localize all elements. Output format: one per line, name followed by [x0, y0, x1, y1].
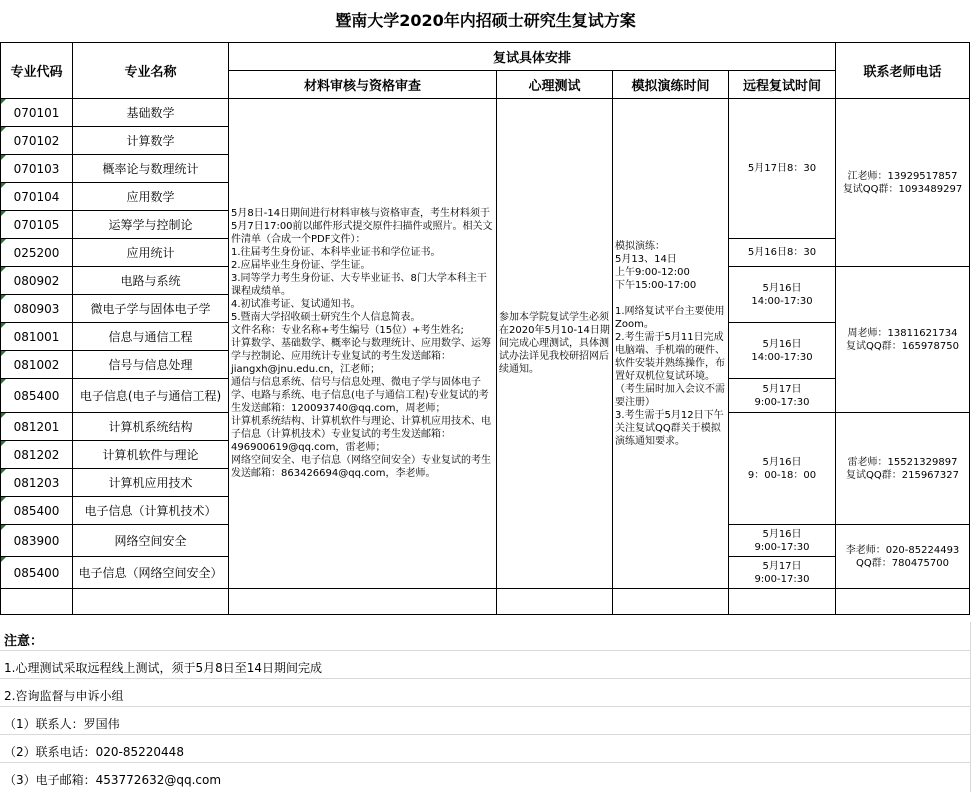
table-cell-name[interactable]: 运筹学与控制论 — [73, 211, 229, 239]
table-cell-code[interactable]: 085400 — [1, 379, 73, 413]
table-cell-name[interactable]: 计算机应用技术 — [73, 469, 229, 497]
header-psych: 心理测试 — [497, 71, 613, 99]
table-cell-code[interactable]: 070102 — [1, 127, 73, 155]
note-line: 1.心理测试采取远程线上测试，须于5月8日至14日期间完成 — [4, 661, 322, 675]
remote-time-text: 5月16日 14:00-17:30 — [751, 338, 813, 363]
table-cell-code[interactable]: 083900 — [1, 525, 73, 557]
contact-cell[interactable] — [836, 525, 970, 589]
table-cell-code[interactable]: 080902 — [1, 267, 73, 295]
table-cell-name[interactable]: 电子信息(电子与通信工程) — [73, 379, 229, 413]
header-remote: 远程复试时间 — [729, 71, 836, 99]
table-cell-code[interactable]: 025200 — [1, 239, 73, 267]
header-mock: 模拟演练时间 — [613, 71, 729, 99]
table-cell-code[interactable]: 085400 — [1, 497, 73, 525]
remote-time-text: 5月16日8：30 — [747, 247, 817, 258]
empty-cell[interactable] — [497, 589, 613, 615]
contact-text: 雷老师：15521329897 复试QQ群：215967327 — [845, 456, 959, 481]
table-cell-name[interactable]: 计算机系统结构 — [73, 413, 229, 441]
header-arrangement: 复试具体安排 — [229, 43, 836, 71]
psych-test-text: 参加本学院复试学生必须在2020年5月10-14日期间完成心理测试，具体测试办法详见我校研招网后续通知。 — [499, 312, 610, 375]
table-cell-code[interactable]: 070103 — [1, 155, 73, 183]
remote-time-cell[interactable] — [729, 239, 836, 267]
table-cell-name[interactable]: 基础数学 — [73, 99, 229, 127]
contact-text: 李老师：020-85224493 QQ群：780475700 — [845, 544, 960, 569]
table-cell-name[interactable]: 信号与信息处理 — [73, 351, 229, 379]
notes-heading: 注意： — [4, 634, 44, 649]
gridline — [0, 734, 971, 735]
table-cell-code[interactable]: 070105 — [1, 211, 73, 239]
psych-test-cell[interactable] — [497, 99, 613, 589]
contact-text: 江老师：13929517857 复试QQ群：1093489297 — [842, 170, 963, 195]
table-cell-code[interactable]: 080903 — [1, 295, 73, 323]
remote-time-cell[interactable] — [729, 99, 836, 239]
remote-time-cell[interactable] — [729, 525, 836, 557]
gridline — [0, 762, 971, 763]
gridline — [0, 650, 971, 651]
table-cell-code[interactable]: 081202 — [1, 441, 73, 469]
header-name: 专业名称 — [73, 43, 229, 99]
remote-time-cell[interactable] — [729, 557, 836, 589]
material-review-cell[interactable] — [229, 99, 497, 589]
header-material: 材料审核与资格审查 — [229, 71, 497, 99]
remote-time-text: 5月17日 9:00-17:30 — [754, 383, 810, 408]
schedule-table — [0, 42, 970, 615]
table-cell-code[interactable]: 081203 — [1, 469, 73, 497]
remote-time-cell[interactable] — [729, 413, 836, 525]
mock-drill-text: 模拟演练： 5月13、14日 上午9:00-12:00 下午15:00-17:00 1.网络复试平台主要使用Zoom。 2.考生需于5月11日完成电脑端、手机端的硬件、软件安装并熟练操作，布置好双机位复试环境。（考生届时加入会议不需要注册） 3.考生需于5月12日下午关注复试QQ群关于模拟演练通知要求。 — [615, 240, 725, 447]
page-title: 暨南大学2020年内招硕士研究生复试方案 — [335, 11, 636, 30]
table-cell-code[interactable]: 081201 — [1, 413, 73, 441]
empty-cell[interactable] — [836, 589, 970, 615]
gridline — [0, 678, 971, 679]
remote-time-text: 5月16日 9：00-18：00 — [747, 456, 817, 481]
material-review-text: 5月8日-14日期间进行材料审核与资格审查，考生材料须于5月7日17:00前以邮件形式提交原件扫描件或照片。相关文件清单（合成一个PDF文件）： 1.往届考生身份证、本科毕业证书和学位证书。 2.应届毕业生身份证、学生证。 3.同等学力考生身份证、大专毕业证书、8门大学本科主干课程成绩单。 4.初试准考证、复试通知书。 5.暨南大学招收硕士研究生个人信息简表。 文件名称：专业名称+考生编号（15位）+考生姓名; 计算数学、基础数学、概率论与数理统计、应用数学、运筹学与控制论、应用统计专业复试的考生发送邮箱：jiangxh@jnu.edu.cn，江老师； 通信与信息系统、信号与信息处理、微电子学与固体电子学、电路与系统、电子信息(电子与通信工程)专业复试的考生发送邮箱：120093740@qq.com，周老师； 计算机系统结构、计算机软件与理论、计算机应用技术、电子信息（计算机技术）专业复试的考生发送邮箱：496900619@qq.com，雷老师； 网络空间安全、电子信息（网络空间安全）专业复试的考生发送邮箱：863426694@qq.com，李老师。 — [231, 208, 493, 479]
table-cell-name[interactable]: 电子信息（计算机技术） — [73, 497, 229, 525]
empty-cell[interactable] — [1, 589, 73, 615]
remote-time-text: 5月16日 9:00-17:30 — [754, 528, 810, 553]
table-cell-code[interactable]: 081001 — [1, 323, 73, 351]
table-cell-name[interactable]: 电子信息（网络空间安全） — [73, 557, 229, 589]
table-cell-name[interactable]: 电路与系统 — [73, 267, 229, 295]
mock-drill-cell[interactable] — [613, 99, 729, 589]
table-cell-name[interactable]: 微电子学与固体电子学 — [73, 295, 229, 323]
empty-cell[interactable] — [613, 589, 729, 615]
note-line: 2.咨询监督与申诉小组 — [4, 689, 124, 703]
table-cell-code[interactable]: 081002 — [1, 351, 73, 379]
remote-time-cell[interactable] — [729, 323, 836, 379]
gridline — [0, 706, 971, 707]
table-cell-code[interactable]: 085400 — [1, 557, 73, 589]
table-cell-name[interactable]: 应用数学 — [73, 183, 229, 211]
note-line: （2）联系电话：020-85220448 — [4, 745, 184, 759]
note-line: （1）联系人：罗国伟 — [4, 717, 120, 731]
empty-cell[interactable] — [73, 589, 229, 615]
table-cell-code[interactable]: 070101 — [1, 99, 73, 127]
table-cell-name[interactable]: 计算数学 — [73, 127, 229, 155]
contact-cell[interactable] — [836, 413, 970, 525]
contact-cell[interactable] — [836, 267, 970, 413]
empty-cell[interactable] — [229, 589, 497, 615]
contact-cell[interactable] — [836, 99, 970, 267]
table-cell-name[interactable]: 信息与通信工程 — [73, 323, 229, 351]
table-cell-name[interactable]: 网络空间安全 — [73, 525, 229, 557]
empty-cell[interactable] — [729, 589, 836, 615]
remote-time-cell[interactable] — [729, 267, 836, 323]
note-line: （3）电子邮箱：453772632@qq.com — [4, 773, 222, 787]
remote-time-cell[interactable] — [729, 379, 836, 413]
contact-text: 周老师：13811621734 复试QQ群：165978750 — [845, 327, 959, 352]
header-code: 专业代码 — [1, 43, 73, 99]
remote-time-text: 5月17日8：30 — [747, 163, 817, 174]
table-cell-name[interactable]: 应用统计 — [73, 239, 229, 267]
remote-time-text: 5月17日 9:00-17:30 — [754, 560, 810, 585]
remote-time-text: 5月16日 14:00-17:30 — [751, 282, 813, 307]
table-cell-name[interactable]: 计算机软件与理论 — [73, 441, 229, 469]
table-cell-name[interactable]: 概率论与数理统计 — [73, 155, 229, 183]
table-cell-code[interactable]: 070104 — [1, 183, 73, 211]
header-contact: 联系老师电话 — [836, 43, 970, 99]
